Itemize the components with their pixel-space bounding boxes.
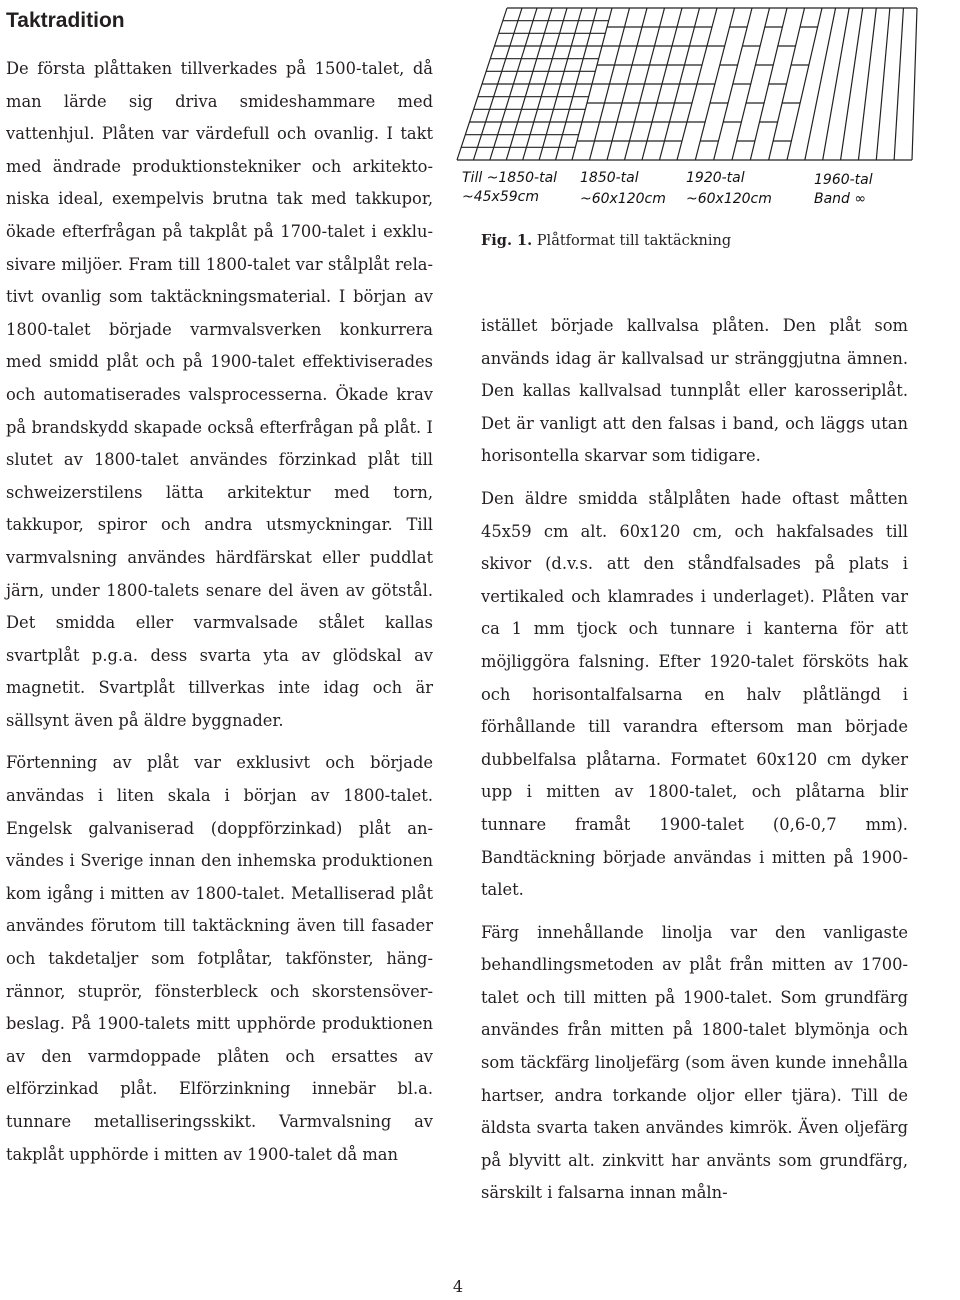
right-column bbox=[481, 310, 908, 1220]
sketch-outline bbox=[912, 8, 917, 160]
figure-number: Fig. 1. bbox=[481, 232, 533, 249]
label-size: Band ∞ bbox=[814, 191, 867, 207]
label-size: ~45x59cm bbox=[462, 189, 539, 205]
roof-sheet-format-sketch bbox=[452, 0, 922, 225]
label-period: 1920-tal bbox=[686, 170, 745, 186]
sketch-label-4 bbox=[814, 172, 873, 207]
label-size: ~60x120cm bbox=[580, 191, 666, 207]
figure-caption-text: Plåtformat till taktäckning bbox=[536, 233, 732, 249]
label-period: Till ~1850-tal bbox=[462, 170, 558, 186]
sketch-label-2 bbox=[580, 170, 666, 207]
sketch-label-1 bbox=[462, 170, 557, 205]
paragraph: istället började kallvalsa plåten. Den plåt som används idag är kallvalsad ur stränggjutna ämnen. Den kallas kallvalsad tunnplåt eller karosseriplåt. Det är vanligt att den falsas i band, och läggs utan horisontella skarvar som tidigare. bbox=[481, 316, 908, 466]
page-title: Taktradition bbox=[6, 9, 125, 32]
paragraph: Förtenning av plåt var exklusivt och började användas i liten skala i början av 1800-talet. Engelsk galvaniserad (doppförzinkad) plåt användes i Sverige innan den inhemska produktionen kom igång i mitten av 1800-talet. Metalliserad plåt användes förutom till taktäckning även till fasader och takdetaljer som fotplåtar, takfönster, hängrännor, stuprör, fönsterbleck och skorstensöverbeslag. På 1900-talets mitt upphörde produktionen av den varmdoppade plåten och ersattes av elförzinkad plåt. Elförzinkning innebär bl.a. tunnare metalliseringsskikt. Varmvalsning av takplåt upphörde i mitten av 1900-talet då man bbox=[6, 753, 433, 1164]
label-size: ~60x120cm bbox=[686, 191, 772, 207]
sketch-vertical-seam bbox=[805, 8, 836, 160]
page-number: 4 bbox=[452, 1277, 464, 1296]
figure-caption bbox=[481, 232, 731, 249]
paragraph: Den äldre smidda stålplåten hade oftast måtten 45x59 cm alt. 60x120 cm, och hakfalsades till skivor (d.v.s. att den ståndfalsades på plats i vertikaled och klamrades i underlaget). Plåten var ca 1 mm tjock och tunnare i kanterna för att möjliggöra falsning. Efter 1920-talet försköts hak och horisontalfalsarna en halv plåtlängd i förhållande till varandra eftersom man började dubbelfalsa plåtarna. Formatet 60x120 cm dyker upp i mitten av 1800-talet, och plåtarna blir tunnare framåt 1900-talet (0,6-0,7 mm). Bandtäckning började användas i mitten på 1900-talet. bbox=[481, 488, 908, 900]
sketch-label-3 bbox=[686, 170, 772, 207]
sketch-section-divider bbox=[787, 8, 822, 160]
sketch-vertical-seam bbox=[894, 8, 903, 160]
sketch-vertical-seam bbox=[858, 8, 876, 160]
sketch-vertical-seam bbox=[841, 8, 863, 160]
sketch-vertical-seam bbox=[876, 8, 890, 160]
left-column bbox=[6, 53, 433, 1181]
label-period: 1850-tal bbox=[580, 170, 639, 186]
sketch-vertical-seam bbox=[823, 8, 849, 160]
paragraph: De första plåttaken tillverkades på 1500-talet, då man lärde sig driva smideshammare med vattenhjul. Plåten var värdefull och ovanlig. I takt med ändrade produktionstekniker och arkitektoniska ideal, exempelvis brutna tak med takkupor, ökade efterfrågan på takplåt på 1700-talet i exklusivare miljöer. Fram till 1800-talet var stålplåt relativt ovanlig som taktäckningsmaterial. I början av 1800-talet började varmvalsverken konkurrera med smidd plåt och på 1900-talet effektiviserades och automatiserades valsprocesserna. Ökade krav på brandskydd skapade också efterfrågan på plåt. I slutet av 1800-talet användes förzinkad plåt till schweizerstilens lätta arkitektur med torn, takkupor, spiror och andra utsmyckningar. Till varmvalsning användes härdfärskat eller puddlat järn, under 1800-talets senare del även av götstål. Det smidda eller varmvalsade stålet kallas svartplåt p.g.a. dess svarta yta av glödskal av magnetit. Svartplåt tillverkas inte idag och är sällsynt även på äldre byggnader. bbox=[6, 59, 433, 730]
label-period: 1960-tal bbox=[814, 172, 873, 188]
paragraph: Färg innehållande linolja var den vanligaste behandlingsmetoden av plåt från mitten av 1700-talet och till mitten på 1900-talet. Som grundfärg användes från mitten på 1800-talet blymönja och som täckfärg linoljefärg (som även kunde innehålla hartser, andra torkande oljor eller tjära). Till de äldsta svarta taken användes kimrök. Även oljefärg på blyvitt alt. zinkvitt har använts som grundfärg, särskilt i falsarna innan måln- bbox=[481, 922, 908, 1203]
